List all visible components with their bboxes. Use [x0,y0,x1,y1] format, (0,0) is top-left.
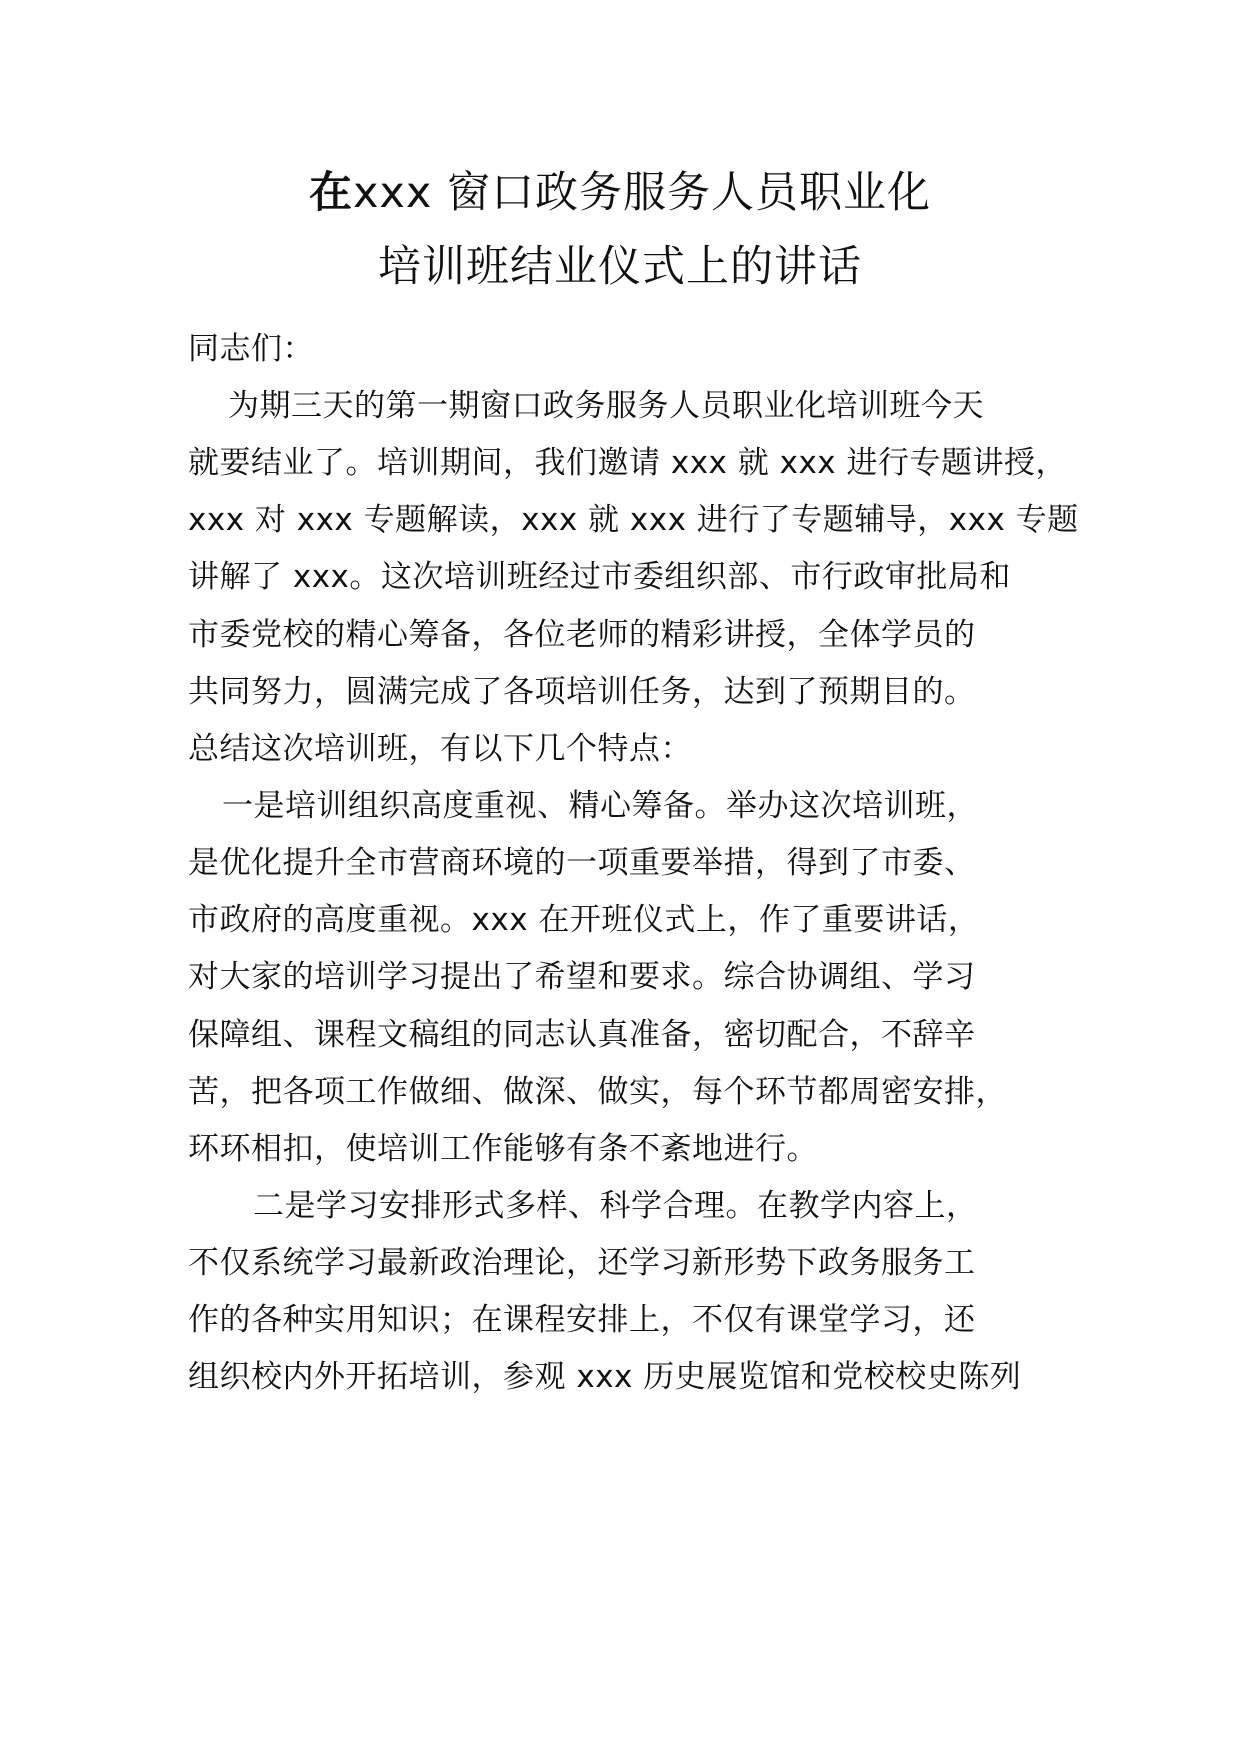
body-line: 组织校内外开拓培训，参观 xxx 历史展览馆和党校校史陈列 [188,1359,1022,1395]
salutation: 同志们： [188,331,314,367]
body-line: 作的各种实用知识；在课程安排上，不仅有课堂学习，还 [188,1302,976,1338]
body-line: 就要结业了。培训期间，我们邀请 xxx 就 xxx 进行专题讲授， [188,445,1067,481]
body-line: 共同努力，圆满完成了各项培训任务，达到了预期目的。 [188,674,976,710]
body-line: 为期三天的第一期窗口政务服务人员职业化培训班今天 [228,388,984,424]
body-line: 保障组、课程文稿组的同志认真准备，密切配合，不辞辛 [188,1017,976,1053]
section-heading-line: 二是学习安排形式多样、科学合理。在教学内容上， [253,1188,978,1224]
title-line-1-text: xxx 窗口政务服务人员职业化 [352,168,931,218]
body-line: 不仅系统学习最新政治理论，还学习新形势下政务服务工 [188,1245,976,1281]
document-title-line-1 [0,168,1240,218]
body-line: 是优化提升全市营商环境的一项重要举措，得到了市委、 [188,845,976,881]
section-heading-line: 一是培训组织高度重视、精心筹备。举办这次培训班， [222,788,978,824]
body-line: 总结这次培训班，有以下几个特点： [188,731,692,767]
title-lead-char: 在 [308,168,353,218]
body-line: xxx 对 xxx 专题解读，xxx 就 xxx 进行了专题辅导，xxx 专题 [188,502,1079,538]
body-line: 市政府的高度重视。xxx 在开班仪式上，作了重要讲话， [188,902,980,938]
body-line: 讲解了 xxx。这次培训班经过市委组织部、市行政审批局和 [188,559,1011,595]
body-line: 市委党校的精心筹备，各位老师的精彩讲授，全体学员的 [188,617,976,653]
document-title-line-2: 培训班结业仪式上的讲话 [378,242,862,292]
body-line: 环环相扣，使培训工作能够有条不紊地进行。 [188,1131,818,1167]
body-line: 苦，把各项工作做细、做深、做实，每个环节都周密安排， [188,1074,1007,1110]
body-line: 对大家的培训学习提出了希望和要求。综合协调组、学习 [188,959,976,995]
